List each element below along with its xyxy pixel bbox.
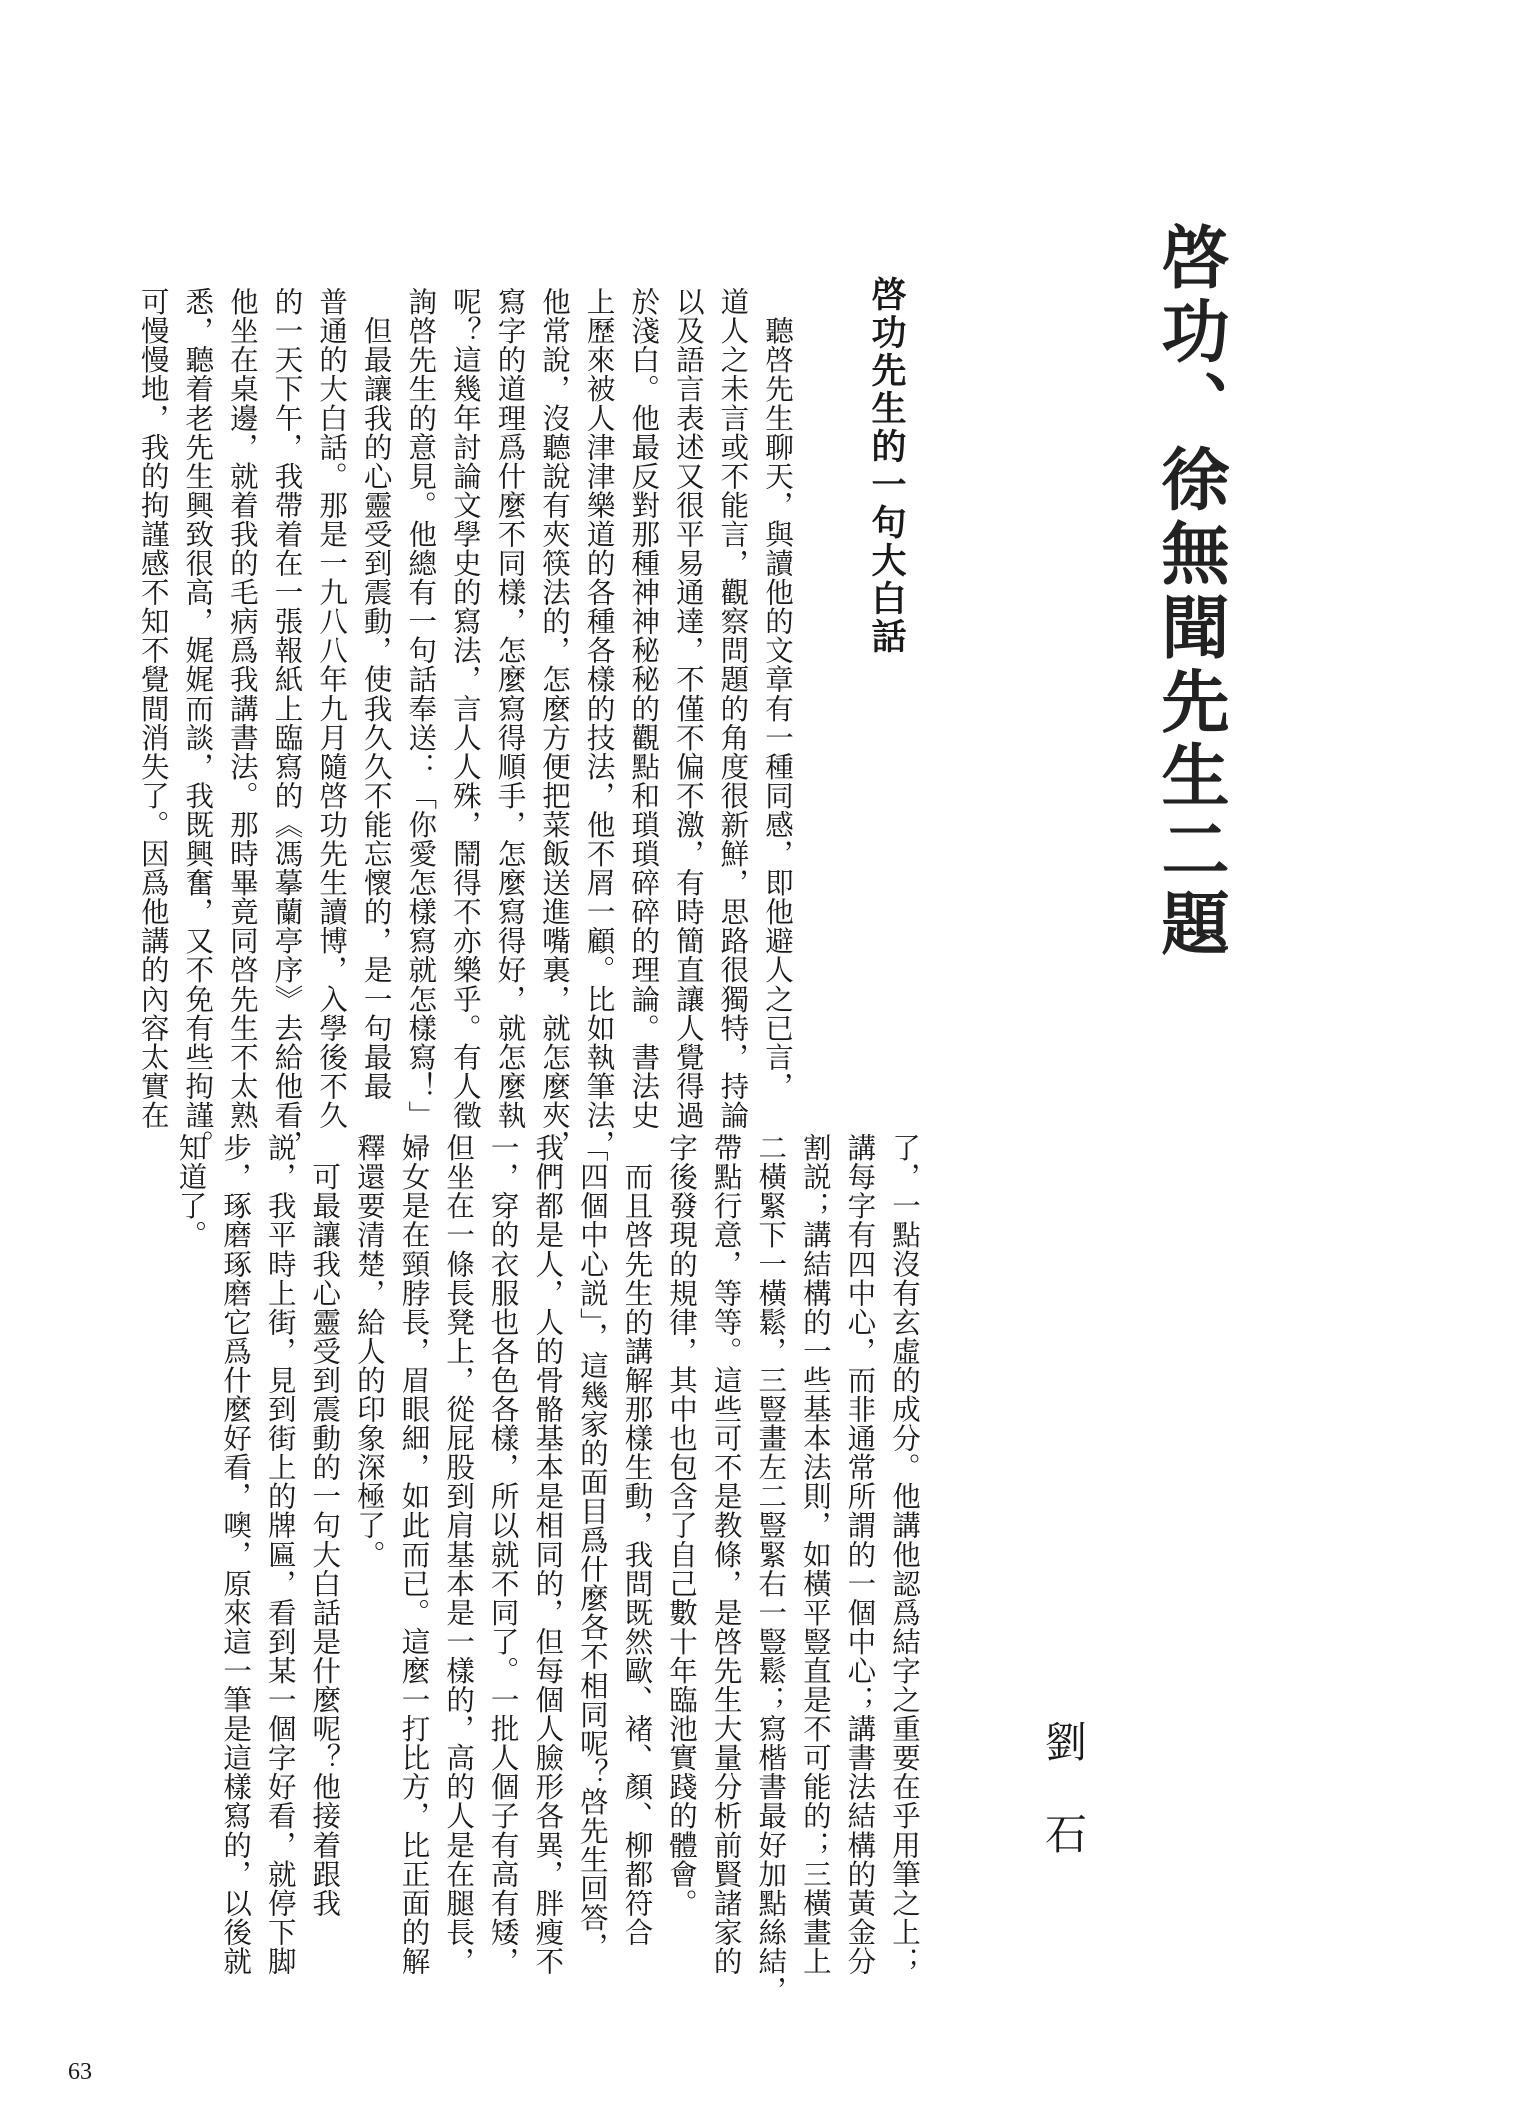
article-title: 啓功、徐無聞先生二題 — [1150, 222, 1230, 962]
body-text-lower: 了，一點沒有玄虛的成分。他講他認爲結字之重要在乎用筆之上； 講每字有四中心，而非通常所謂的一個中心；講書法結構的黃金分 割説；講結構的一些基本法則，如橫平豎直是不可能的；三橫畫上 二橫緊下一橫鬆，三豎畫左二豎緊右一豎鬆；寫楷書最好加點絲結， 帶點行意，等等。這些可不是教條，是啓先生大量分析前賢諸家的 字後發現的規律，其中也包含了自己數十年臨池實踐的體會。 而且啓先生的講解那樣生動，我問既然歐、褚、顏、柳都符合 「四個中心説」，這幾家的面目爲什麼各不相同呢？啓先生回答， 我們都是人，人的骨骼基本是相同的，但每個人臉形各異，胖瘦不 一，穿的衣服也各色各樣，所以就不同了。一批人個子有高有矮， 但坐在一條長凳上，從屁股到肩基本是一樣的，高的人是在腿長， 婦女是在頸脖長，眉眼細，如此而已。這麼一打比方，比正面的解 釋還要清楚，給人的印象深極了。 可最讓我心靈受到震動的一句大白話是什麼呢？他接着跟我 説，我平時上街，見到街上的牌匾，看到某一個字好看，就停下脚 步，琢磨琢磨它爲什麼好看，噢，原來這一筆是這樣寫的，以後就 知道了。 — [174, 1133, 921, 2005]
section-heading: 啓功先生的一句大白話 — [866, 276, 907, 656]
page-number: 63 — [68, 2059, 92, 2085]
author-name: 劉石 — [1039, 1720, 1088, 1904]
body-text-upper: 聽啓先生聊天，與讀他的文章有一種同感，即他避人之已言， 道人之未言或不能言，觀察問題的角度很新鮮，思路很獨特，持論 以及語言表述又很平易通達，不僅不偏不激，有時簡直讓人覺得過 於淺白。他最反對那種神神秘秘的觀點和瑣瑣碎碎的理論。書法史 上歷來被人津津樂道的各種各樣的技法，他不屑一顧。比如執筆法， 他常說，沒聽說有夾筷法的，怎麼方便把菜飯送進嘴裏，就怎麼夾， 寫字的道理爲什麼不同樣，怎麼寫得順手，怎麼寫得好，就怎麼執 呢？這幾年討論文學史的寫法，言人人殊，鬧得不亦樂乎。有人徵 詢啓先生的意見。他總有一句話奉送：「你愛怎樣寫就怎樣寫！」 但最讓我的心靈受到震動，使我久久不能忘懷的，是一句最最 普通的大白話。那是一九八八年九月隨啓功先生讀博，入學後不久 的一天下午，我帶着在一張報紙上臨寫的《馮摹蘭亭序》去給他看， 他坐在桌邊，就着我的毛病爲我講書法。那時畢竟同啓先生不太熟 悉，聽着老先生興致很高，娓娓而談，我既興奮，又不免有些拘謹。 可慢慢地，我的拘謹感不知不覺間消失了。因爲他講的內容太實在 — [136, 287, 794, 1159]
